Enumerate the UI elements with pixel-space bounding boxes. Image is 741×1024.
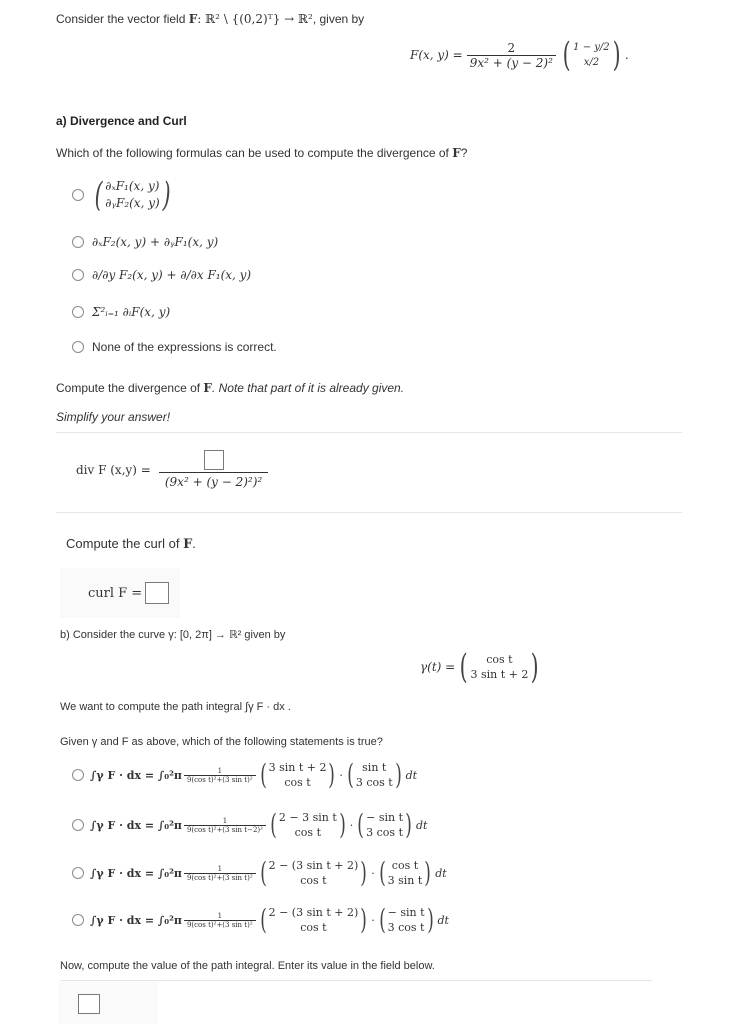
divergence-question: Which of the following formulas can be used to compute the divergence of F? <box>56 146 468 160</box>
radio-button[interactable] <box>72 341 84 353</box>
path-integral-input[interactable] <box>78 994 100 1014</box>
curl-input[interactable] <box>145 582 169 604</box>
divider <box>60 980 652 981</box>
radio-button[interactable] <box>72 236 84 248</box>
divider <box>56 432 682 433</box>
div-option-3[interactable]: ∂/∂y F₂(x, y) + ∂/∂x F₁(x, y) <box>72 268 251 282</box>
path-integral-text: We want to compute the path integral ∫γ F · dx . <box>60 701 291 713</box>
div-option-2[interactable]: ∂ₓF₂(x, y) + ∂ᵧF₁(x, y) <box>72 235 218 249</box>
simplify-note: Simplify your answer! <box>56 410 171 424</box>
intro-text: Consider the vector field F: ℝ² \ {(0,2)ᵀ} → ℝ², given by <box>56 12 365 26</box>
div-option-1[interactable]: ( ∂ₓF₁(x, y) ∂ᵧF₂(x, y) ) <box>72 178 173 212</box>
radio-button[interactable] <box>72 189 84 201</box>
radio-button[interactable] <box>72 914 84 926</box>
final-instruction: Now, compute the value of the path integral. Enter its value in the field below. <box>60 960 435 972</box>
divergence-answer: div F (x,y) = (9x² + (y − 2)²)² <box>76 450 268 489</box>
radio-button[interactable] <box>72 269 84 281</box>
integral-option-4[interactable]: ∫γ F · dx = ∫₀²π $\frac{1}{\text{9(cos t)²+(3 sin t)²}}$ ( 2 − (3 sin t + 2) cos t ) · ( − sin t 3 cos t ) dt <box>72 905 449 935</box>
part-a-heading: a) Divergence and Curl <box>56 114 187 128</box>
radio-button[interactable] <box>72 306 84 318</box>
field-definition: F(x, y) = $\frac{2}{\text{9x² + (y − 2)²}}$ ( 1 − y/2 x/2 ) . <box>410 35 629 75</box>
radio-button[interactable] <box>72 769 84 781</box>
curve-text: b) Consider the curve γ: [0, 2π] → ℝ² given by <box>60 629 286 641</box>
compute-divergence-text: Compute the divergence of F. Note that part of it is already given. <box>56 381 405 395</box>
curl-answer: curl F = <box>88 582 169 604</box>
given-text: Given γ and F as above, which of the following statements is true? <box>60 736 383 748</box>
div-option-4[interactable]: Σ²ᵢ₌₁ ∂ᵢF(x, y) <box>72 305 170 319</box>
div-option-5[interactable]: None of the expressions is correct. <box>72 340 277 354</box>
integral-option-2[interactable]: ∫γ F · dx = ∫₀²π $\frac{1}{\text{9(cos t)²+(3 sin t−2)²}}$ ( 2 − 3 sin t cos t ) · ( − sin t 3 cos t ) dt <box>72 810 427 840</box>
divergence-numerator-input[interactable] <box>204 450 224 470</box>
compute-curl-text: Compute the curl of F. <box>66 536 196 552</box>
integral-option-3[interactable]: ∫γ F · dx = ∫₀²π $\frac{1}{\text{9(cos t)²+(3 sin t)²}}$ ( 2 − (3 sin t + 2) cos t ) · ( cos t 3 sin t ) dt <box>72 858 447 888</box>
gamma-definition: γ(t) = ( cos t 3 sin t + 2 ) <box>420 647 539 687</box>
integral-option-1[interactable]: ∫γ F · dx = ∫₀²π $\frac{1}{\text{9(cos t)²+(3 sin t)²}}$ ( 3 sin t + 2 cos t ) · ( sin t 3 cos t ) dt <box>72 760 417 790</box>
radio-button[interactable] <box>72 867 84 879</box>
answer-panel <box>58 982 158 1024</box>
radio-button[interactable] <box>72 819 84 831</box>
divider <box>56 512 682 513</box>
path-integral-input-wrap <box>78 994 100 1014</box>
